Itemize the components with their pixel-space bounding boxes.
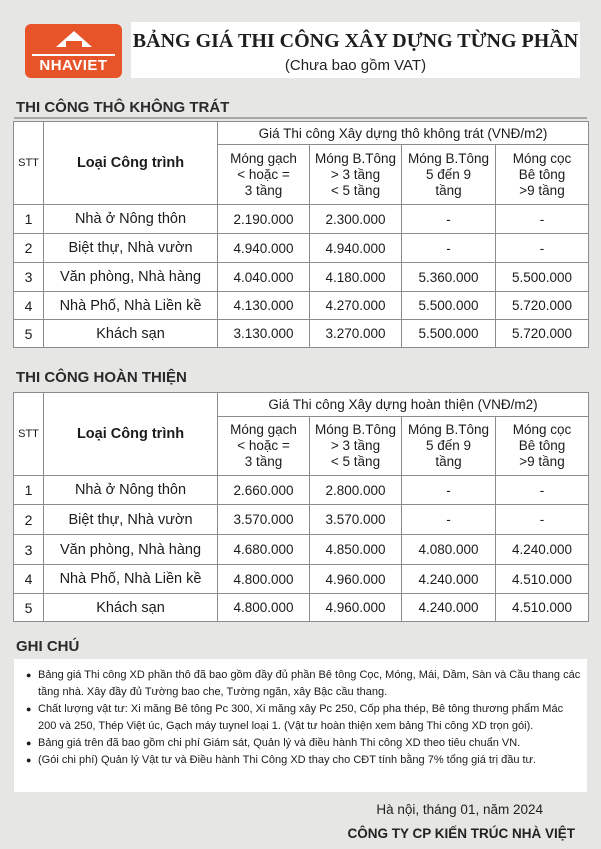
price-cell: 2.300.000 <box>310 205 402 234</box>
price-cell: 4.960.000 <box>310 594 402 622</box>
price-cell: 5.720.000 <box>496 292 589 320</box>
section-title-finishing: THI CÔNG HOÀN THIỆN <box>16 369 187 386</box>
note-item <box>26 667 581 701</box>
price-cell: 3.130.000 <box>218 320 310 348</box>
price-cell: 4.240.000 <box>402 594 496 622</box>
note-item <box>26 735 581 752</box>
row-number: 5 <box>14 594 44 622</box>
row-number: 3 <box>14 263 44 292</box>
price-cell: 5.500.000 <box>496 263 589 292</box>
price-cell: 4.510.000 <box>496 594 589 622</box>
column-header: Móng B.Tông > 3 tầng < 5 tầng <box>310 145 402 205</box>
header-box <box>131 22 580 78</box>
price-cell: 4.510.000 <box>496 565 589 594</box>
column-header: Móng gạch < hoặc = 3 tầng <box>218 417 310 476</box>
bullet-icon: ● <box>26 670 32 680</box>
price-cell: 3.570.000 <box>310 505 402 535</box>
row-number: 2 <box>14 234 44 263</box>
table-row <box>14 234 589 263</box>
price-cell: 4.850.000 <box>310 535 402 565</box>
note-item <box>26 752 581 769</box>
type-header: Loại Công trình <box>44 122 218 205</box>
table-row <box>14 476 589 505</box>
table-row <box>14 205 589 234</box>
price-cell: 4.240.000 <box>496 535 589 565</box>
price-cell: 4.180.000 <box>310 263 402 292</box>
page-title: BẢNG GIÁ THI CÔNG XÂY DỰNG TỪNG PHẦN <box>132 30 579 52</box>
price-cell: - <box>402 234 496 263</box>
note-text: Bảng giá Thi công XD phần thô đã bao gồm đầy đủ phần Bê tông Cọc, Móng, Mái, Dầm, Sàn và Cầu thang các tầng nhà. Xây đầy đủ Tường bao che, Tường ngăn, xây Bậc cầu thang. <box>38 669 581 698</box>
section-divider <box>14 117 587 119</box>
price-cell: - <box>402 505 496 535</box>
price-cell: 4.040.000 <box>218 263 310 292</box>
price-cell: 5.720.000 <box>496 320 589 348</box>
price-cell: 4.800.000 <box>218 565 310 594</box>
table-row <box>14 594 589 622</box>
group-header: Giá Thi công Xây dựng hoàn thiện (VNĐ/m2) <box>218 393 589 417</box>
price-cell: 2.190.000 <box>218 205 310 234</box>
bullet-icon: ● <box>26 755 32 765</box>
price-cell: - <box>496 234 589 263</box>
price-cell: 3.570.000 <box>218 505 310 535</box>
price-cell: 4.960.000 <box>310 565 402 594</box>
column-header: Móng B.Tông 5 đến 9 tầng <box>402 145 496 205</box>
column-header: Móng B.Tông > 3 tầng < 5 tầng <box>310 417 402 476</box>
price-cell: - <box>402 205 496 234</box>
price-cell: - <box>402 476 496 505</box>
section-title-rough: THI CÔNG THÔ KHÔNG TRÁT <box>16 99 230 116</box>
price-cell: 4.270.000 <box>310 292 402 320</box>
row-number: 1 <box>14 476 44 505</box>
price-cell: 4.940.000 <box>310 234 402 263</box>
building-type: Khách sạn <box>44 594 218 622</box>
column-header: Móng gạch < hoặc = 3 tầng <box>218 145 310 205</box>
table-row <box>14 505 589 535</box>
company-name: CÔNG TY CP KIẾN TRÚC NHÀ VIỆT <box>347 826 575 841</box>
price-cell: 3.270.000 <box>310 320 402 348</box>
type-header: Loại Công trình <box>44 393 218 476</box>
price-cell: 4.940.000 <box>218 234 310 263</box>
note-text: Bảng giá trên đã bao gồm chi phí Giám sát, Quản lý và điều hành Thi công XD theo tiêu chuẩn VN. <box>38 737 521 749</box>
bullet-icon: ● <box>26 738 32 748</box>
table-row <box>14 263 589 292</box>
rough-price-table <box>13 121 589 348</box>
column-header: Móng cọc Bê tông >9 tầng <box>496 417 589 476</box>
price-cell: 4.800.000 <box>218 594 310 622</box>
price-cell: 5.500.000 <box>402 320 496 348</box>
price-cell: 4.680.000 <box>218 535 310 565</box>
note-item <box>26 701 581 735</box>
notes-box <box>14 659 587 792</box>
building-type: Biệt thự, Nhà vườn <box>44 234 218 263</box>
building-type: Văn phòng, Nhà hàng <box>44 263 218 292</box>
row-number: 2 <box>14 505 44 535</box>
table-row <box>14 535 589 565</box>
price-cell: - <box>496 205 589 234</box>
row-number: 4 <box>14 565 44 594</box>
building-type: Nhà ở Nông thôn <box>44 476 218 505</box>
building-type: Nhà Phố, Nhà Liền kề <box>44 292 218 320</box>
row-number: 4 <box>14 292 44 320</box>
building-type: Nhà Phố, Nhà Liền kề <box>44 565 218 594</box>
bullet-icon: ● <box>26 704 32 714</box>
stt-header: STT <box>14 122 44 205</box>
column-header: Móng B.Tông 5 đến 9 tầng <box>402 417 496 476</box>
note-text: (Gói chi phí) Quản lý Vật tư và Điều hành Thi Công XD thay cho CĐT tính bằng 7% tổng giá trị đầu tư. <box>38 754 536 766</box>
price-cell: 4.080.000 <box>402 535 496 565</box>
building-type: Nhà ở Nông thôn <box>44 205 218 234</box>
building-type: Văn phòng, Nhà hàng <box>44 535 218 565</box>
finishing-price-table <box>13 392 589 622</box>
building-type: Biệt thự, Nhà vườn <box>44 505 218 535</box>
logo-text: NHAVIET <box>39 57 108 74</box>
price-cell: - <box>496 476 589 505</box>
price-cell: 5.360.000 <box>402 263 496 292</box>
price-cell: 4.240.000 <box>402 565 496 594</box>
table-row <box>14 565 589 594</box>
table-row <box>14 292 589 320</box>
price-cell: 2.800.000 <box>310 476 402 505</box>
price-cell: - <box>496 505 589 535</box>
note-text: Chất lượng vật tư: Xi măng Bê tông Pc 300, Xi măng xây Pc 250, Cốp pha thép, Bê tông thương phẩm Mác 200 và 250, Thép Việt úc, Gạch máy tuynel loại 1. (Vật tư hoàn thiện xem bảng Thi công XD trọn gói). <box>38 703 564 732</box>
notes-title: GHI CHÚ <box>16 638 80 655</box>
column-header: Móng cọc Bê tông >9 tầng <box>496 145 589 205</box>
table-row <box>14 320 589 348</box>
stt-header: STT <box>14 393 44 476</box>
row-number: 3 <box>14 535 44 565</box>
row-number: 1 <box>14 205 44 234</box>
group-header: Giá Thi công Xây dựng thô không trát (VNĐ/m2) <box>218 122 589 145</box>
issue-date: Hà nội, tháng 01, năm 2024 <box>376 802 543 817</box>
price-cell: 4.130.000 <box>218 292 310 320</box>
company-logo <box>25 24 122 78</box>
price-cell: 2.660.000 <box>218 476 310 505</box>
price-cell: 5.500.000 <box>402 292 496 320</box>
building-type: Khách sạn <box>44 320 218 348</box>
page-subtitle: (Chưa bao gồm VAT) <box>284 57 427 74</box>
row-number: 5 <box>14 320 44 348</box>
